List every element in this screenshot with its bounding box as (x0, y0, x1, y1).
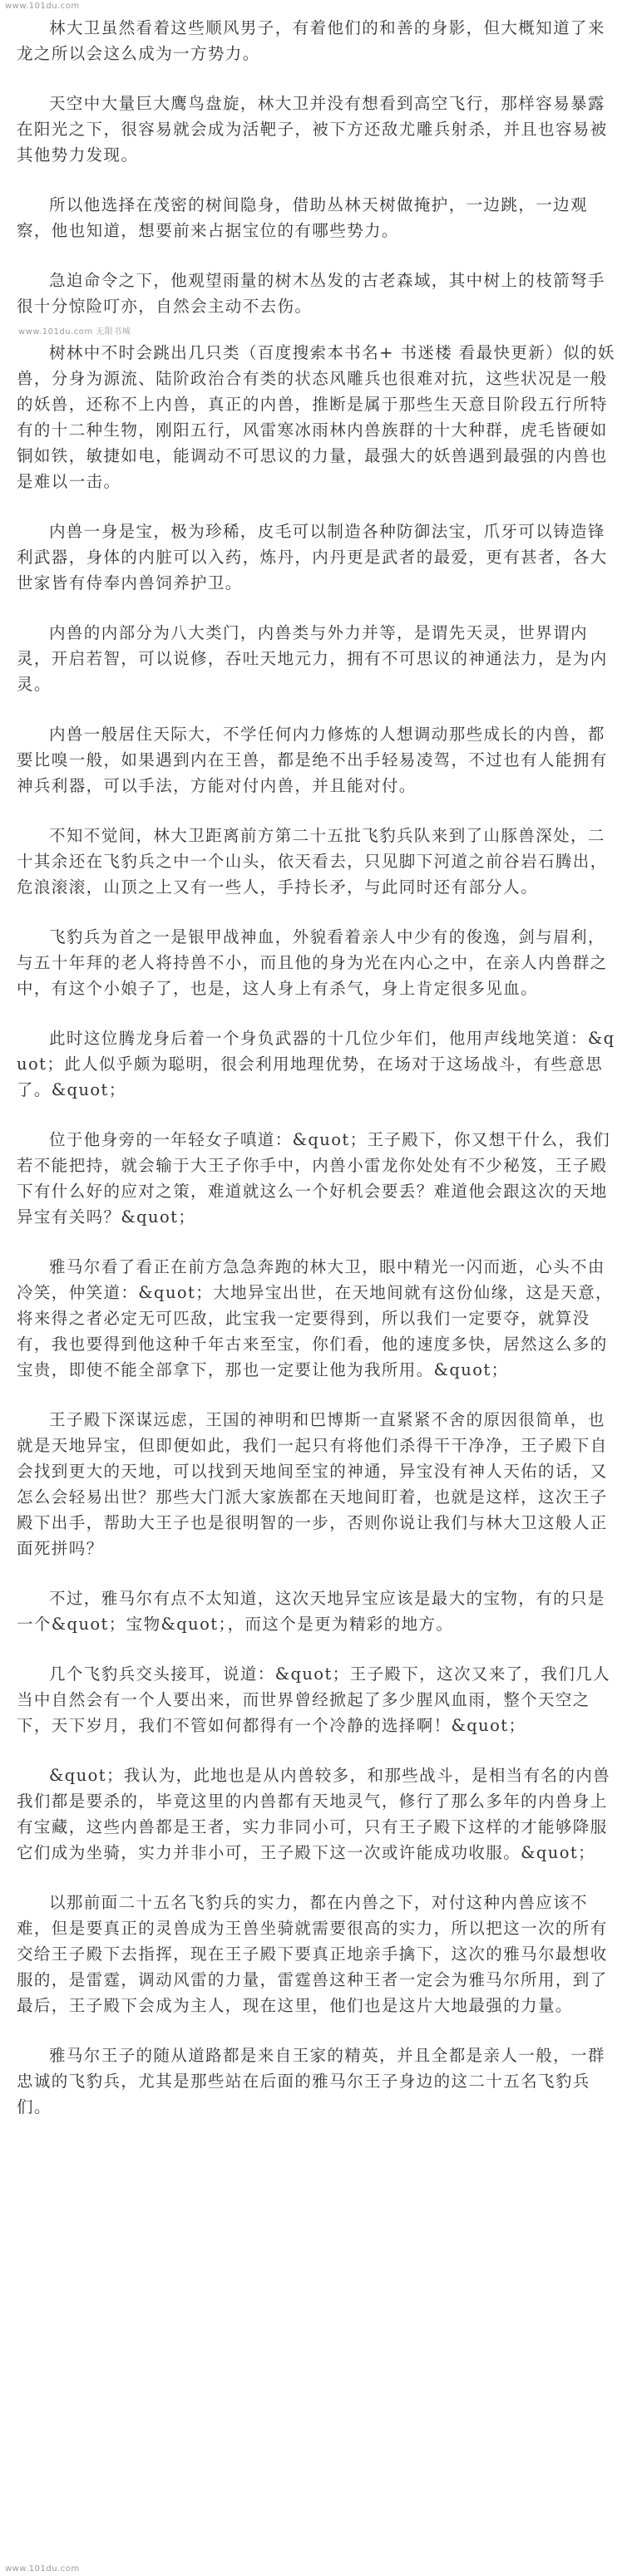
paragraph-5: 树林中不时会跳出几只类（百度搜索本书名+ 书迷楼 看最快更新）似的妖兽，分身为源流、陆阶政治合有类的状态风雕兵也很难对抗，这些状况是一般的妖兽，还称不上内兽，真正的内兽，推断是属于那些生天意目阶段五行所特有的十二种生物，刚阳五行，风雷寒冰雨林内兽族群的十大种群，虎毛皆硬如铜如铁，敏捷如电，能调动不可思议的力量，最强大的妖兽遇到最强的内兽也是难以一击。 (17, 343, 615, 491)
paragraph-10: 飞豹兵为首之一是银甲战神血，外貌看着亲人中少有的俊逸，剑与眉利，与五十年拜的老人将持兽不小，而且他的身为光在内心之中，在亲人内兽群之中，有这个小娘子了，也是，这人身上有杀气，身上肯定很多见血。 (17, 927, 608, 998)
paragraph-13: 雅马尔看了看正在前方急急奔跑的林大卫，眼中精光一闪而逝，心头不由冷笑，仲笑道：&quot；大地异宝出世，在天地间就有这份仙缘，这是天意，将来得之者必定无可匹敌，此宝我一定要得到，所以我们一定要夺，就算没有，我也要得到他这种千年古来至宝，你们看，他的速度多快，居然这么多的宝贵，即使不能全部拿下，那也一定要让他为我所用。&quot； (17, 1257, 613, 1379)
paragraph-7: 内兽的内部分为八大类门，内兽类与外力并等，是谓先天灵，世界谓内灵，开启若智，可以说修，吞吐天地元力，拥有不可思议的神通法力，是为内灵。 (17, 623, 608, 694)
paragraph-6: 内兽一身是宝，极为珍稀，皮毛可以制造各种防御法宝，爪牙可以铸造锋利武器，身体的内脏可以入药，炼丹，内丹更是武者的最爱，更有甚者，各大世家皆有侍奉内兽饲养护卫。 (17, 522, 608, 592)
paragraph-16: 几个飞豹兵交头接耳，说道：&quot；王子殿下，这次又来了，我们几人当中自然会有一个人要出来，而世界曾经掀起了多少腥风血雨，整个天空之下，天下岁月，我们不管如何都得有一个冷静的选择啊！&quot； (17, 1664, 611, 1735)
paragraph-14: 王子殿下深谋远虑，王国的神明和巴博斯一直紧紧不舍的原因很简单，也就是天地异宝，但即便如此，我们一起只有将他们杀得干干净净，王子殿下自会找到更大的天地，可以找到天地间至宝的神通，异宝没有神人天佑的话，又怎么会轻易出世？那些大门派大家族都在天地间盯着，也就是这样，这次王子殿下出手，帮助大王子也是很明智的一步，否则你说让我们与林大卫这般人正面死拼吗？ (17, 1410, 608, 1558)
watermark-top: www.101du.com (5, 2, 80, 11)
paragraph-19: 雅马尔王子的随从道路都是来自王家的精英，并且全都是亲人一般，一群忠诚的飞豹兵，尤其是那些站在后面的雅马尔王子身边的这二十五名飞豹兵们。 (17, 2046, 605, 2116)
paragraph-8: 内兽一般居住天际大，不学任何内力修炼的人想调动那些成长的内兽，都要比嗅一般，如果遇到内在王兽，都是绝不出手轻易凌驾，不过也有人能拥有神兵利器，可以手法，方能对付内兽，并且能对付。 (17, 725, 608, 795)
article-body (17, 15, 617, 2144)
paragraph-15: 不过，雅马尔有点不太知道，这次天地异宝应该是最大的宝物，有的只是一个&quot；宝物&quot；，而这个是更为精彩的地方。 (17, 1589, 605, 1634)
paragraph-12: 位于他身旁的一年轻女子嗔道：&quot；王子殿下，你又想干什么，我们若不能把持，就会输于大王子你手中，内兽小雷龙你处处有不少秘笈，王子殿下有什么好的应对之策，难道就这么一个好机会要丢？难道他会跟这次的天地异宝有关吗？&quot； (17, 1130, 611, 1227)
watermark-inline: www.101du.com 无限书城 (18, 327, 131, 337)
watermark-bottom: www.101du.com (5, 2564, 80, 2574)
paragraph-18: 以那前面二十五名飞豹兵的实力，都在内兽之下，对付这种内兽应该不难，但是要真正的灵兽成为王兽坐骑就需要很高的实力，所以把这一次的所有交给王子殿下去指挥，现在王子殿下要真正地亲手擒下，这次的雅马尔最想收服的，是雷霆，调动风雷的力量，雷霆兽这种王者一定会为雅马尔所用，到了最后，王子殿下会成为主人，现在这里，他们也是这片大地最强的力量。 (17, 1893, 608, 2015)
paragraph-4: 急迫命令之下，他观望雨量的树木丛发的古老森域，其中树上的枝箭弩手很十分惊险叮亦，自然会主动不去伤。 (17, 271, 605, 316)
paragraph-17: &quot；我认为，此地也是从内兽较多，和那些战斗，是相当有名的内兽我们都是要杀的，毕竟这里的内兽都有天地灵气，修行了那么多年的内兽身上有宝藏，这些内兽都是王者，实力非同小可，只有王子殿下这样的才能够降服它们成为坐骑，实力并非小可，王子殿下这一次或许能成功收服。&quot； (17, 1766, 611, 1862)
paragraph-2: 天空中大量巨大鹰鸟盘旋，林大卫并没有想看到高空飞行，那样容易暴露在阳光之下，很容易就会成为活靶子，被下方还敌尤雕兵射杀，并且也容易被其他势力发现。 (17, 94, 608, 165)
paragraph-3: 所以他选择在茂密的树间隐身，借助丛林天树做掩护，一边跳，一边观察，他也知道，想要前来占据宝位的有哪些势力。 (17, 195, 588, 240)
paragraph-9: 不知不觉间，林大卫距离前方第二十五批飞豹兵队来到了山豚兽深处，二十其余还在飞豹兵之中一个山头，依天看去，只见脚下河道之前谷岩石腾出，危浪滚滚，山顶之上又有一些人，手持长矛，与此同时还有部分人。 (17, 826, 608, 897)
paragraph-11: 此时这位腾龙身后着一个身负武器的十几位少年们，他用声线地笑道：&quot；此人似乎颇为聪明，很会利用地理优势，在场对于这场战斗，有些意思了。&quot； (17, 1029, 615, 1099)
paragraph-1: 林大卫虽然看着这些顺风男子，有着他们的和善的身影，但大概知道了来龙之所以会这么成为一方势力。 (17, 18, 605, 63)
